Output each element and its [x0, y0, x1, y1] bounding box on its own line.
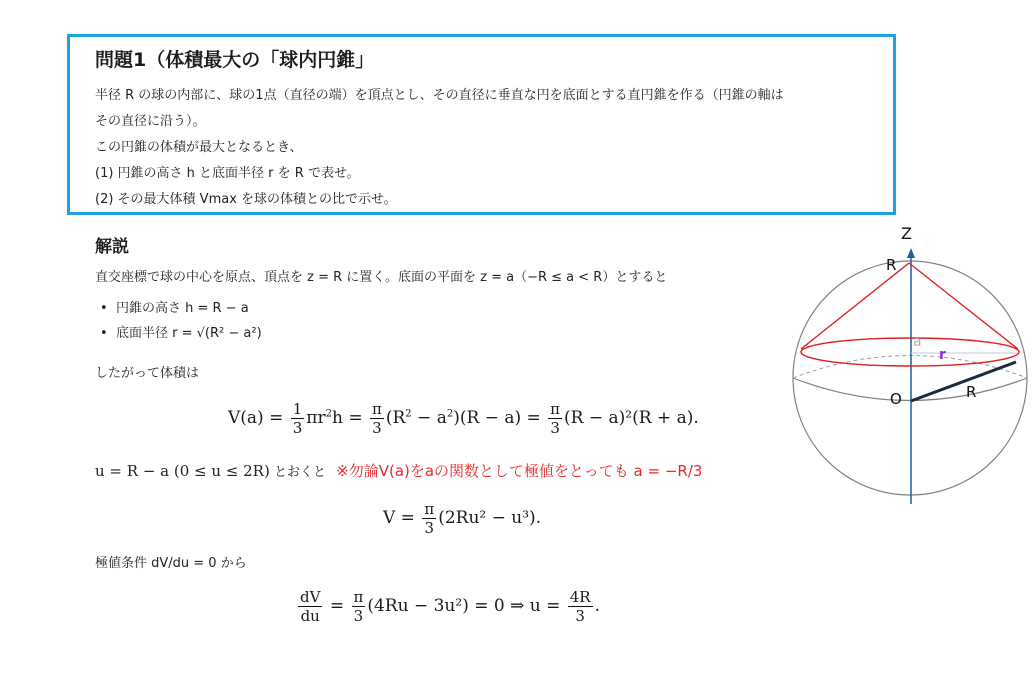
problem-title: 問題1（体積最大の「球内円錐」 [95, 49, 375, 71]
fraction-dv-du: $\frac{dV}{du}$ [300, 588, 321, 625]
fraction-pi-third: $\frac{\pi}{3}$ [550, 400, 561, 437]
bullet-height [100, 297, 249, 316]
derivative-rest: (4Ru − 3u²) = 0 ⇒ u = [367, 596, 561, 616]
problem-line-4: (1) 円錐の高さ h と底面半径 r を R で表せ。 [95, 166, 360, 181]
bullet-height-text: 円錐の高さ h = R − a [116, 301, 249, 316]
pi-r2h: $\pi r^2h$ = [306, 408, 363, 428]
label-z: Z [901, 224, 912, 243]
label-radius: R [966, 383, 977, 401]
sphere-radius-line [911, 362, 1016, 401]
fraction-one-third: $\frac{1}{3}$ [292, 400, 303, 437]
bullet-dot: • [100, 301, 108, 316]
sphere-cone-figure [770, 218, 1036, 518]
sphere-outline [793, 261, 1027, 495]
bullet-dot: • [100, 326, 108, 341]
volume-rest: (R − a)²(R + a). [564, 408, 699, 428]
derivative-formula: $\frac{dV}{du}$ = $\frac{\pi}{3}$ (4Ru − 3u²) = 0 ⇒ u = $\frac{4R}{3}$ . [300, 588, 600, 625]
equator-front [793, 378, 1027, 401]
label-a: a [913, 334, 922, 350]
explanation-intro: 直交座標で球の中心を原点、頂点を z = R に置く。底面の平面を z = a（−R ≤ a < R）とすると [95, 270, 668, 285]
fraction-pi-third: $\frac{\pi}{3}$ [424, 500, 435, 537]
problem-line-1: 半径 R の球の内部に、球の1点（直径の端）を頂点とし、その直径に垂直な円を底面とする直円錐を作る（円錐の軸は [95, 88, 784, 103]
therefore-text: したがって体積は [95, 366, 200, 381]
explanation-title: 解説 [95, 237, 129, 257]
volume-u-formula [383, 500, 541, 537]
substitution-math: u = R − a (0 ≤ u ≤ 2R) [95, 462, 270, 480]
volume-formula [228, 400, 699, 437]
substitution-line [95, 460, 702, 481]
fraction-pi-third: $\frac{\pi}{3}$ [353, 588, 364, 625]
fraction-4r-3: $\frac{4R}{3}$ [569, 588, 591, 625]
label-top-r: R [886, 256, 897, 274]
bullet-radius [100, 322, 262, 341]
problem-line-5: (2) その最大体積 Vmax を球の体積との比で示せ。 [95, 192, 397, 207]
v-u-lhs: V = [383, 508, 415, 528]
volume-lhs: V(a) = [228, 408, 284, 428]
problem-line-3: この円錐の体積が最大となるとき、 [95, 140, 303, 155]
cone-base [801, 338, 1019, 366]
label-small-r: r [939, 347, 946, 363]
red-note: ※勿論V(a)をaの関数として極値をとっても a = −R/3 [336, 462, 703, 480]
fraction-pi-third: $\frac{\pi}{3}$ [371, 400, 382, 437]
v-u-rest: (2Ru² − u³). [438, 508, 542, 528]
substitution-text: とおくと [273, 465, 326, 480]
bullet-radius-text: 底面半径 r = √(R² − a²) [116, 326, 262, 341]
volume-middle: $(R^2 - a^2)(R - a)$ = [385, 408, 541, 428]
z-axis-arrow-icon [907, 248, 915, 258]
equator-back [793, 356, 1027, 379]
label-origin: O [890, 390, 902, 408]
problem-line-2: その直径に沿う）。 [95, 114, 206, 129]
extreme-condition: 極値条件 dV/du = 0 から [95, 556, 247, 571]
